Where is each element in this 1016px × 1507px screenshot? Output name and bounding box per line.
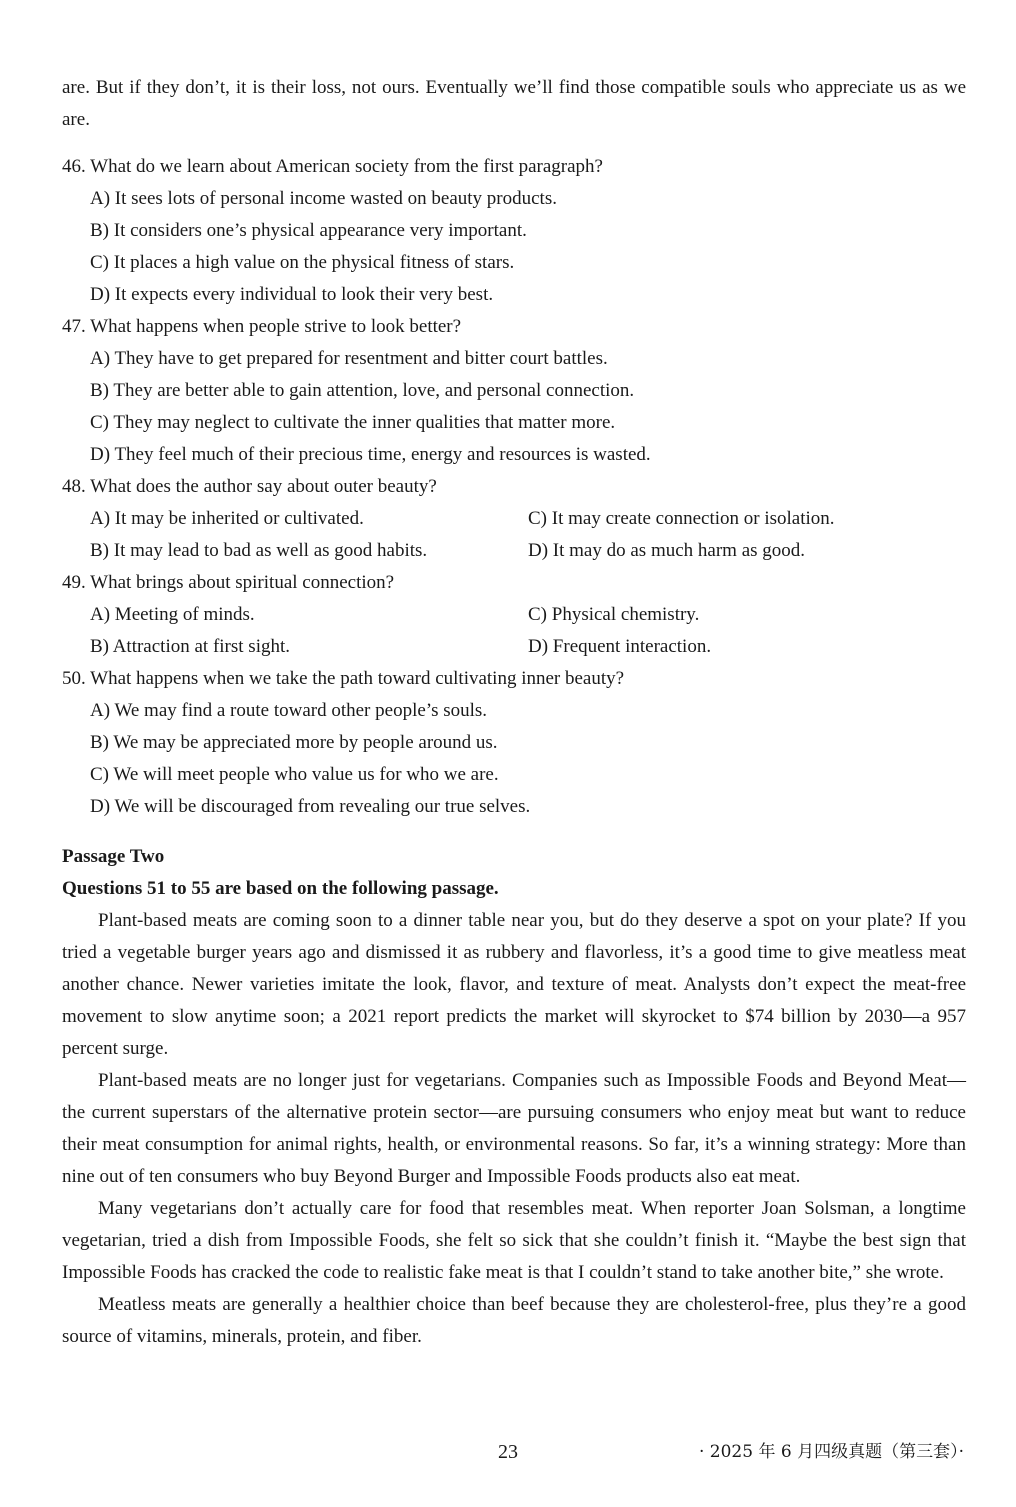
options-row <box>90 503 966 535</box>
options-row <box>90 631 966 663</box>
option-d: D) They feel much of their precious time, energy and resources is wasted. <box>90 444 651 465</box>
question-49 <box>62 567 966 663</box>
option-b: B) Attraction at first sight. <box>90 636 291 657</box>
question-stem: 50. What happens when we take the path toward cultivating inner beauty? <box>62 668 625 689</box>
option-a: A) We may find a route toward other people’s souls. <box>90 700 488 721</box>
passage-paragraph: Meatless meats are generally a healthier choice than beef because they are cholesterol-free, plus they’re a good source of vitamins, minerals, protein, and fiber. <box>62 1294 966 1347</box>
option-d: D) It may do as much harm as good. <box>528 540 806 561</box>
footer-title: · 2025 年 6 月四级真题（第三套）· <box>698 1442 964 1462</box>
page-content <box>62 72 966 1353</box>
passage-paragraph: Plant-based meats are no longer just for vegetarians. Companies such as Impossible Foods and Beyond Meat—the current superstars of the alternative protein sector—are pursuing consumers who enjoy meat but want to reduce their meat consumption for animal rights, health, or environmental reasons. So far, it’s a winning strategy: More than nine out of ten consumers who buy Beyond Burger and Impossible Foods products also eat meat. <box>62 1070 966 1187</box>
spacer <box>62 823 966 841</box>
option-d: D) Frequent interaction. <box>528 636 712 657</box>
option-d: D) It expects every individual to look their very best. <box>90 284 494 305</box>
option-c: C) It places a high value on the physical fitness of stars. <box>90 252 515 273</box>
passage-paragraph: Many vegetarians don’t actually care for food that resembles meat. When reporter Joan Solsman, a longtime vegetarian, tried a dish from Impossible Foods, she felt so sick that she couldn’t finish it. “Maybe the best sign that Impossible Foods has cracked the code to realistic fake meat is that I couldn’t stand to take another bite,” she wrote. <box>62 1198 966 1283</box>
question-stem: 48. What does the author say about outer beauty? <box>62 476 437 497</box>
options-row <box>90 535 966 567</box>
option-b: B) It considers one’s physical appearance very important. <box>90 220 527 241</box>
spacer <box>62 136 966 151</box>
option-a: A) They have to get prepared for resentment and bitter court battles. <box>90 348 608 369</box>
options-row <box>90 599 966 631</box>
option-b: B) They are better able to gain attention, love, and personal connection. <box>90 380 635 401</box>
option-d: D) We will be discouraged from revealing our true selves. <box>90 796 531 817</box>
option-c: C) They may neglect to cultivate the inner qualities that matter more. <box>90 412 616 433</box>
question-46 <box>62 151 966 311</box>
page-number: 23 <box>498 1441 518 1463</box>
question-stem: 46. What do we learn about American society from the first paragraph? <box>62 156 603 177</box>
option-c: C) Physical chemistry. <box>528 604 700 625</box>
option-b: B) We may be appreciated more by people around us. <box>90 732 498 753</box>
question-47 <box>62 311 966 471</box>
option-c: C) We will meet people who value us for who we are. <box>90 764 499 785</box>
question-50 <box>62 663 966 823</box>
passage-one-tail: are. But if they don’t, it is their loss, not ours. Eventually we’ll find those compatible souls who appreciate us as we are. <box>62 77 966 130</box>
question-stem: 49. What brings about spiritual connection? <box>62 572 395 593</box>
option-a: A) It sees lots of personal income wasted on beauty products. <box>90 188 557 209</box>
question-stem: 47. What happens when people strive to look better? <box>62 316 462 337</box>
option-a: A) Meeting of minds. <box>90 604 255 625</box>
passage-paragraph: Plant-based meats are coming soon to a dinner table near you, but do they deserve a spot on your plate? If you tried a vegetable burger years ago and dismissed it as rubbery and flavorless, it’s a good time to give meatless meat another chance. Newer varieties imitate the look, flavor, and texture of meat. Analysts don’t expect the meat-free movement to slow anytime soon; a 2021 report predicts the market will skyrocket to $74 billion by 2030—a 957 percent surge. <box>62 910 966 1059</box>
option-c: C) It may create connection or isolation. <box>528 508 835 529</box>
option-a: A) It may be inherited or cultivated. <box>90 508 364 529</box>
passage-instruction: Questions 51 to 55 are based on the following passage. <box>62 878 499 899</box>
question-48 <box>62 471 966 567</box>
passage-heading: Passage Two <box>62 846 165 867</box>
option-b: B) It may lead to bad as well as good habits. <box>90 540 428 561</box>
